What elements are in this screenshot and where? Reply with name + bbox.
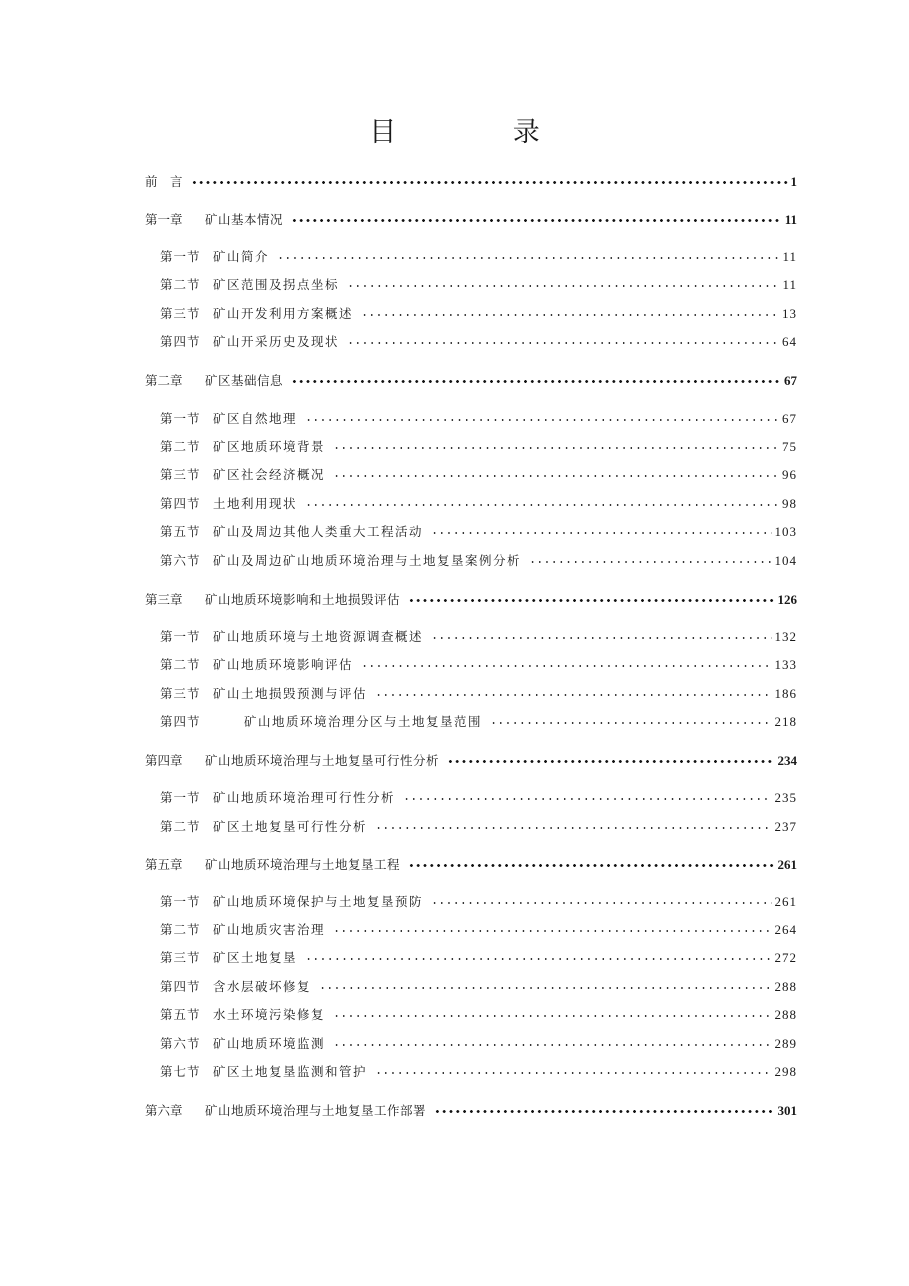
toc-entry-label: 矿山地质环境治理与土地复垦可行性分析 (205, 753, 440, 768)
toc-entry-label: 矿区基础信息 (205, 373, 284, 388)
dot-leader (291, 210, 782, 224)
toc-section-entry[interactable] (160, 655, 797, 675)
toc-entry-page-number: 96 (782, 467, 797, 482)
toc-section-entry[interactable] (160, 892, 797, 912)
toc-entry-page-number: 1 (790, 174, 797, 189)
toc-entry-number: 第二节 (160, 439, 201, 454)
dot-leader (333, 920, 771, 934)
toc-entry-number: 第六节 (160, 553, 201, 568)
toc-entry-page-number: 67 (784, 373, 797, 388)
toc-entry-page-number: 235 (774, 790, 797, 805)
dot-leader (347, 332, 779, 346)
dot-leader (291, 371, 781, 385)
toc-entry-label: 矿区土地复垦可行性分析 (213, 819, 368, 834)
toc-entry-label: 矿山及周边其他人类重大工程活动 (213, 524, 424, 539)
toc-chapter-entry[interactable] (145, 172, 797, 192)
dot-leader (490, 712, 771, 726)
toc-entry-label: 矿山地质环境影响评估 (213, 657, 354, 672)
toc-entry-label: 矿山地质灾害治理 (213, 922, 326, 937)
toc-entry-number: 第三节 (160, 306, 201, 321)
dot-leader (431, 522, 771, 536)
toc-entry-number: 第五章 (145, 857, 183, 872)
toc-chapter-entry[interactable] (145, 210, 797, 230)
toc-entry-page-number: 104 (774, 553, 797, 568)
toc-section-entry[interactable] (160, 304, 797, 324)
dot-leader (434, 1101, 774, 1115)
toc-entry-number: 第四节 (160, 979, 201, 994)
toc-section-entry[interactable] (160, 920, 797, 940)
toc-entry-page-number: 186 (774, 686, 797, 701)
toc-entry-label: 矿区社会经济概况 (213, 467, 326, 482)
dot-leader (408, 855, 774, 869)
toc-entry-number: 第三节 (160, 686, 201, 701)
dot-leader (375, 1062, 771, 1076)
toc-section-entry[interactable] (160, 817, 797, 837)
toc-chapter-entry[interactable] (145, 855, 797, 875)
toc-entry-label: 矿山地质环境治理与土地复垦工程 (205, 857, 401, 872)
dot-leader (319, 977, 771, 991)
toc-entry-label: 矿山开发利用方案概述 (213, 306, 354, 321)
toc-entry-label: 土地利用现状 (213, 496, 298, 511)
toc-section-entry[interactable] (160, 788, 797, 808)
dot-leader (347, 275, 779, 289)
toc-entry-label: 矿山地质环境治理分区与土地复垦范围 (244, 714, 483, 729)
toc-entry-number: 第三节 (160, 950, 201, 965)
toc-section-entry[interactable] (160, 1062, 797, 1082)
dot-leader (333, 1005, 771, 1019)
toc-entry-number: 第六节 (160, 1036, 201, 1051)
toc-section-entry[interactable] (160, 332, 797, 352)
toc-entry-label: 矿山地质环境与土地资源调查概述 (213, 629, 424, 644)
dot-leader (305, 409, 779, 423)
dot-leader (375, 684, 771, 698)
toc-entry-number: 第一节 (160, 629, 201, 644)
toc-section-entry[interactable] (160, 1034, 797, 1054)
toc-entry-label: 矿山土地损毁预测与评估 (213, 686, 368, 701)
toc-entry-number: 第二节 (160, 922, 201, 937)
toc-entry-number: 第一节 (160, 249, 201, 264)
toc-entry-number: 第七节 (160, 1064, 201, 1079)
toc-entry-page-number: 75 (782, 439, 797, 454)
dot-leader (408, 590, 774, 604)
toc-title: 目 录 (369, 117, 594, 148)
toc-entry-label: 矿区地质环境背景 (213, 439, 326, 454)
toc-entry-number: 前 言 (145, 174, 183, 189)
dot-leader (447, 751, 774, 765)
dot-leader (361, 655, 771, 669)
toc-entry-label: 矿区土地复垦监测和管护 (213, 1064, 368, 1079)
toc-entry-label: 矿山简介 (213, 249, 270, 264)
toc-section-entry[interactable] (160, 684, 797, 704)
dot-leader (431, 627, 771, 641)
toc-chapter-entry[interactable] (145, 1101, 797, 1121)
toc-entry-label: 矿山地质环境监测 (213, 1036, 326, 1051)
toc-entry-label: 矿山地质环境影响和土地损毁评估 (205, 592, 401, 607)
toc-chapter-entry[interactable] (145, 371, 797, 391)
toc-section-entry[interactable] (160, 409, 797, 429)
toc-section-entry[interactable] (160, 948, 797, 968)
toc-section-entry[interactable] (160, 712, 797, 732)
toc-entry-label: 矿区自然地理 (213, 411, 298, 426)
toc-chapter-entry[interactable] (145, 590, 797, 610)
toc-entry-page-number: 237 (774, 819, 797, 834)
dot-leader (431, 892, 771, 906)
toc-entry-page-number: 64 (782, 334, 797, 349)
toc-section-entry[interactable] (160, 977, 797, 997)
toc-entry-label: 矿山及周边矿山地质环境治理与土地复垦案例分析 (213, 553, 522, 568)
toc-section-entry[interactable] (160, 522, 797, 542)
toc-entry-number: 第三节 (160, 467, 201, 482)
toc-entry-label: 矿区范围及拐点坐标 (213, 277, 340, 292)
toc-entry-number: 第二节 (160, 819, 201, 834)
toc-entry-page-number: 98 (782, 496, 797, 511)
toc-section-entry[interactable] (160, 551, 797, 571)
toc-entry-page-number: 67 (782, 411, 797, 426)
toc-entry-number: 第四节 (160, 714, 201, 729)
toc-entry-label: 矿山基本情况 (205, 212, 284, 227)
toc-entry-page-number: 218 (774, 714, 797, 729)
dot-leader (333, 1034, 771, 1048)
toc-entry-label: 含水层破坏修复 (213, 979, 312, 994)
toc-entry-page-number: 132 (774, 629, 797, 644)
toc-entry-page-number: 288 (774, 979, 797, 994)
toc-entry-number: 第四章 (145, 753, 183, 768)
toc-entry-label: 水土环境污染修复 (213, 1007, 326, 1022)
toc-section-entry[interactable] (160, 1005, 797, 1025)
toc-entry-page-number: 272 (774, 950, 797, 965)
dot-leader (191, 172, 788, 186)
toc-chapter-entry[interactable] (145, 751, 797, 771)
toc-entry-number: 第四节 (160, 334, 201, 349)
toc-entry-number: 第一节 (160, 894, 201, 909)
toc-entry-label: 矿山开采历史及现状 (213, 334, 340, 349)
dot-leader (361, 304, 779, 318)
toc-section-entry[interactable] (160, 275, 797, 295)
toc-entry-label: 矿山地质环境治理可行性分析 (213, 790, 396, 805)
dot-leader (333, 437, 779, 451)
toc-entry-page-number: 11 (784, 212, 797, 227)
toc-section-entry[interactable] (160, 465, 797, 485)
toc-section-entry[interactable] (160, 494, 797, 514)
dot-leader (305, 948, 771, 962)
toc-entry-label: 矿区土地复垦 (213, 950, 298, 965)
toc-entry-page-number: 103 (774, 524, 797, 539)
toc-section-entry[interactable] (160, 437, 797, 457)
toc-entry-label: 矿山地质环境保护与土地复垦预防 (213, 894, 424, 909)
toc-entry-page-number: 13 (782, 306, 797, 321)
toc-entry-page-number: 11 (782, 277, 797, 292)
dot-leader (305, 494, 779, 508)
toc-entry-number: 第二节 (160, 657, 201, 672)
dot-leader (529, 551, 771, 565)
toc-entry-number: 第一节 (160, 411, 201, 426)
toc-entry-number: 第六章 (145, 1103, 183, 1118)
toc-entry-number: 第三章 (145, 592, 183, 607)
toc-entry-number: 第二节 (160, 277, 201, 292)
toc-entry-number: 第五节 (160, 1007, 201, 1022)
dot-leader (333, 465, 779, 479)
toc-entry-label: 矿山地质环境治理与土地复垦工作部署 (205, 1103, 427, 1118)
toc-entry-number: 第一节 (160, 790, 201, 805)
toc-entry-number: 第二章 (145, 373, 183, 388)
toc-entry-number: 第一章 (145, 212, 183, 227)
toc-entry-page-number: 264 (774, 922, 797, 937)
toc-entry-page-number: 301 (777, 1103, 797, 1118)
toc-section-entry[interactable] (160, 627, 797, 647)
toc-entry-page-number: 289 (774, 1036, 797, 1051)
toc-entry-page-number: 261 (774, 894, 797, 909)
toc-entry-page-number: 11 (782, 249, 797, 264)
dot-leader (403, 788, 771, 802)
toc-entry-page-number: 288 (774, 1007, 797, 1022)
toc-entry-number: 第五节 (160, 524, 201, 539)
toc-entry-number: 第四节 (160, 496, 201, 511)
toc-entry-page-number: 261 (777, 857, 797, 872)
toc-entry-page-number: 133 (774, 657, 797, 672)
toc-section-entry[interactable] (160, 247, 797, 267)
toc-entry-page-number: 298 (774, 1064, 797, 1079)
toc-entry-page-number: 126 (777, 592, 797, 607)
dot-leader (375, 817, 771, 831)
dot-leader (277, 247, 779, 261)
toc-entry-page-number: 234 (777, 753, 797, 768)
